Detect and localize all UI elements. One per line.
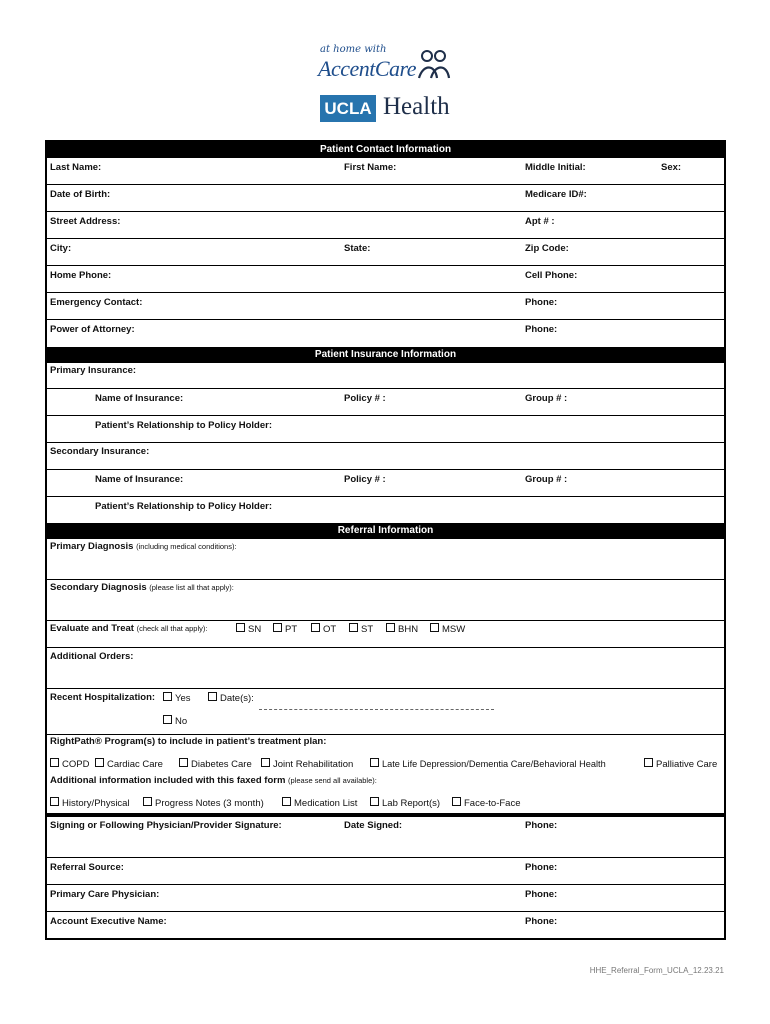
program-depression-checkbox[interactable]: Late Life Depression/Dementia Care/Behavioral Health: [370, 758, 606, 769]
ucla-logo: UCLA: [320, 95, 376, 122]
checkbox-icon: [50, 758, 59, 767]
form-footer-id: HHE_Referral_Form_UCLA_12.23.21: [589, 966, 724, 975]
hospitalization-dates-field[interactable]: Date(s):: [208, 692, 254, 704]
checkbox-icon: [50, 797, 59, 806]
people-icon: [413, 48, 453, 84]
discipline-msw-checkbox[interactable]: MSW: [430, 623, 465, 635]
checkbox-icon: [236, 623, 245, 632]
first-name-field[interactable]: First Name:: [344, 162, 397, 173]
row-referral-source: [47, 858, 724, 885]
checkbox-icon: [644, 758, 653, 767]
section-header-referral: Referral Information: [47, 523, 724, 539]
row-secondary-diagnosis[interactable]: [47, 580, 724, 621]
primary-group-field[interactable]: Group # :: [525, 393, 568, 404]
row-secondary-insurance-details: [47, 470, 724, 497]
additional-info-label: [50, 775, 377, 786]
dates-underline: [259, 709, 494, 710]
state-field[interactable]: State:: [344, 243, 371, 254]
health-logo: Health: [383, 93, 450, 120]
row-phones: [47, 266, 724, 293]
checkbox-icon: [349, 623, 358, 632]
checkbox-icon: [282, 797, 291, 806]
secondary-diagnosis-title: Secondary Diagnosis: [50, 582, 147, 593]
secondary-policy-field[interactable]: Policy # :: [344, 474, 386, 485]
program-joint-checkbox[interactable]: Joint Rehabilitation: [261, 758, 353, 770]
middle-initial-field[interactable]: Middle Initial:: [525, 162, 586, 173]
row-primary-insurance: [47, 363, 724, 389]
secondary-relationship-field[interactable]: Patient’s Relationship to Policy Holder:: [95, 501, 273, 512]
secondary-insurance-name-field[interactable]: Name of Insurance:: [95, 474, 184, 485]
primary-insurance-name-field[interactable]: Name of Insurance:: [95, 393, 184, 404]
row-emergency: [47, 293, 724, 320]
row-dob: [47, 185, 724, 212]
last-name-field[interactable]: Last Name:: [50, 162, 102, 173]
additional-info-note: (please send all available):: [288, 776, 377, 785]
hospitalization-no-checkbox[interactable]: No: [163, 715, 187, 727]
row-secondary-relationship: [47, 497, 724, 523]
row-address: [47, 212, 724, 239]
primary-policy-field[interactable]: Policy # :: [344, 393, 386, 404]
rightpath-label: RightPath® Program(s) to include in patient’s treatment plan:: [50, 736, 327, 747]
discipline-ot-checkbox[interactable]: OT: [311, 623, 336, 635]
checkbox-icon: [430, 623, 439, 632]
row-primary-diagnosis[interactable]: [47, 539, 724, 580]
poa-field[interactable]: Power of Attorney:: [50, 324, 135, 335]
doc-lab-report-checkbox[interactable]: Lab Report(s): [370, 797, 440, 809]
row-additional-docs: [47, 794, 724, 813]
checkbox-icon: [95, 758, 104, 767]
discipline-bhn-checkbox[interactable]: BHN: [386, 623, 418, 635]
recent-hospitalization-label: Recent Hospitalization:: [50, 692, 156, 703]
discipline-pt-checkbox[interactable]: PT: [273, 623, 297, 635]
program-palliative-checkbox[interactable]: Palliative Care: [644, 758, 717, 770]
checkbox-icon: [311, 623, 320, 632]
checkbox-icon: [370, 758, 379, 767]
checkbox-icon: [143, 797, 152, 806]
emergency-phone-field[interactable]: Phone:: [525, 297, 558, 308]
additional-orders-label: Additional Orders:: [50, 651, 134, 662]
referral-form: [45, 140, 726, 940]
street-address-field[interactable]: Street Address:: [50, 216, 121, 227]
pcp-field[interactable]: Primary Care Physician:: [50, 889, 160, 900]
section-header-insurance: Patient Insurance Information: [47, 347, 724, 363]
secondary-diagnosis-label: [50, 582, 234, 593]
row-name: [47, 158, 724, 185]
cell-phone-field[interactable]: Cell Phone:: [525, 270, 578, 281]
checkbox-icon: [386, 623, 395, 632]
logo: [0, 40, 770, 130]
checkbox-icon: [370, 797, 379, 806]
row-poa: [47, 320, 724, 347]
primary-insurance-label: Primary Insurance:: [50, 365, 137, 376]
row-account-executive: [47, 912, 724, 938]
discipline-st-checkbox[interactable]: ST: [349, 623, 373, 635]
row-additional-orders[interactable]: [47, 648, 724, 689]
row-pcp: [47, 885, 724, 912]
evaluate-label: [50, 623, 207, 634]
sex-field[interactable]: Sex:: [661, 162, 682, 173]
additional-info-title: Additional information included with this faxed form: [50, 775, 286, 786]
referral-source-field[interactable]: Referral Source:: [50, 862, 124, 873]
program-copd-checkbox[interactable]: COPD: [50, 758, 89, 770]
row-recent-hospitalization: [47, 689, 724, 735]
apt-field[interactable]: Apt # :: [525, 216, 555, 227]
row-rightpath-title: [47, 735, 724, 755]
checkbox-icon: [208, 692, 217, 701]
date-signed-field[interactable]: Date Signed:: [344, 820, 403, 831]
logo-tagline: at home with: [320, 44, 387, 55]
discipline-sn-checkbox[interactable]: SN: [236, 623, 261, 635]
evaluate-title: Evaluate and Treat: [50, 623, 134, 634]
account-executive-phone-field[interactable]: Phone:: [525, 916, 558, 927]
program-cardiac-checkbox[interactable]: Cardiac Care: [95, 758, 163, 770]
primary-diagnosis-label: [50, 541, 237, 552]
emergency-contact-field[interactable]: Emergency Contact:: [50, 297, 143, 308]
dob-field[interactable]: Date of Birth:: [50, 189, 111, 200]
signature-phone-field[interactable]: Phone:: [525, 820, 558, 831]
row-evaluate-treat: [47, 621, 724, 648]
pcp-phone-field[interactable]: Phone:: [525, 889, 558, 900]
row-rightpath-programs: [47, 755, 724, 772]
primary-relationship-field[interactable]: Patient’s Relationship to Policy Holder:: [95, 420, 273, 431]
city-field[interactable]: City:: [50, 243, 72, 254]
primary-diagnosis-title: Primary Diagnosis: [50, 541, 134, 552]
doc-medication-list-checkbox[interactable]: Medication List: [282, 797, 357, 809]
checkbox-icon: [452, 797, 461, 806]
checkbox-icon: [179, 758, 188, 767]
checkbox-icon: [261, 758, 270, 767]
row-city: [47, 239, 724, 266]
secondary-group-field[interactable]: Group # :: [525, 474, 568, 485]
row-primary-relationship: [47, 416, 724, 443]
doc-history-checkbox[interactable]: History/Physical: [50, 797, 130, 809]
account-executive-field[interactable]: Account Executive Name:: [50, 916, 167, 927]
checkbox-icon: [273, 623, 282, 632]
checkbox-icon: [163, 715, 172, 724]
row-primary-insurance-details: [47, 389, 724, 416]
secondary-diagnosis-note: (please list all that apply):: [149, 583, 234, 592]
section-header-contact: Patient Contact Information: [47, 142, 724, 158]
medicare-id-field[interactable]: Medicare ID#:: [525, 189, 587, 200]
row-additional-info-title: [47, 772, 724, 794]
row-secondary-insurance: [47, 443, 724, 470]
primary-diagnosis-note: (including medical conditions):: [136, 542, 237, 551]
program-diabetes-checkbox[interactable]: Diabetes Care: [179, 758, 252, 770]
logo-brand: AccentCare: [318, 56, 417, 81]
doc-face-to-face-checkbox[interactable]: Face-to-Face: [452, 797, 521, 809]
secondary-insurance-label: Secondary Insurance:: [50, 446, 150, 457]
home-phone-field[interactable]: Home Phone:: [50, 270, 112, 281]
checkbox-icon: [163, 692, 172, 701]
zip-field[interactable]: Zip Code:: [525, 243, 569, 254]
row-signature: [47, 817, 724, 858]
signature-field[interactable]: Signing or Following Physician/Provider Signature:: [50, 820, 282, 831]
evaluate-note: (check all that apply):: [136, 624, 208, 633]
doc-progress-notes-checkbox[interactable]: Progress Notes (3 month): [143, 797, 264, 809]
poa-phone-field[interactable]: Phone:: [525, 324, 558, 335]
referral-source-phone-field[interactable]: Phone:: [525, 862, 558, 873]
hospitalization-yes-checkbox[interactable]: Yes: [163, 692, 191, 704]
